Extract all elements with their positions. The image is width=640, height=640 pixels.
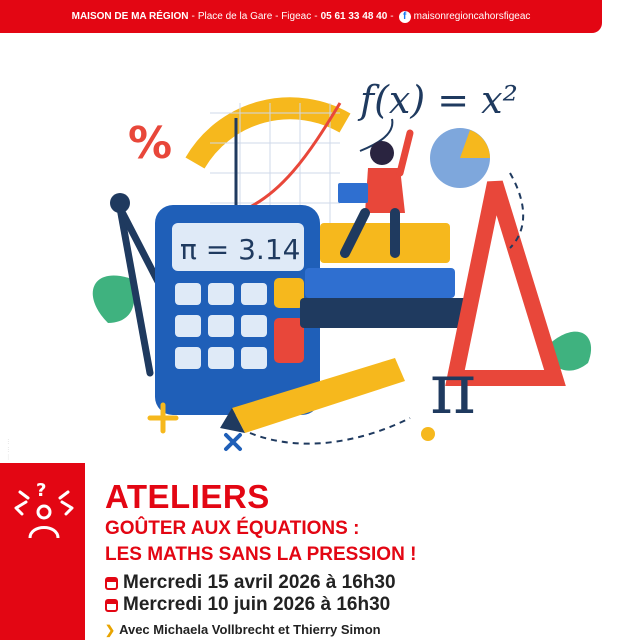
header-address: Place de la Gare - Figeac [197, 11, 312, 22]
event-subtitle-line1: GOÛTER AUX ÉQUATIONS : [105, 518, 360, 539]
svg-text:?: ? [36, 480, 47, 501]
book-top [320, 223, 450, 263]
event-text [105, 480, 416, 637]
event-category: ATELIERS [105, 478, 270, 515]
calculator-keys [175, 283, 267, 369]
credits-text: ··· ··· ··· [6, 438, 12, 460]
pi-symbol: π [430, 348, 477, 430]
person-head [370, 141, 394, 165]
math-illustration [0, 33, 640, 463]
dot-decoration [421, 427, 435, 441]
header-separator: - [314, 11, 318, 22]
facebook-icon[interactable]: f [399, 11, 411, 23]
header-separator: - [390, 11, 394, 22]
calc-plus-key [274, 278, 304, 308]
event-presenters [105, 622, 416, 637]
event-date-1-text: Mercredi 15 avril 2026 à 16h30 [123, 572, 396, 593]
person-question-icon [10, 478, 78, 544]
formula-text: f(x) = x² [360, 78, 518, 122]
calculator-display: π = 3.14 [180, 233, 301, 266]
calc-equals-key [274, 318, 304, 363]
header-separator: - [191, 11, 195, 22]
book-middle [305, 268, 455, 298]
header-phone[interactable]: 05 61 33 48 40 [320, 11, 388, 22]
calendar-icon [105, 599, 118, 612]
facebook-handle[interactable]: maisonregioncahorsfigeac [413, 11, 531, 22]
x-decoration [226, 435, 240, 449]
event-date-1 [105, 572, 416, 594]
event-subtitle-line2: LES MATHS SANS LA PRESSION ! [105, 544, 417, 565]
book-bottom [300, 298, 470, 328]
person-arm [400, 133, 410, 173]
event-date-2-text: Mercredi 10 juin 2026 à 16h30 [123, 594, 391, 615]
leaf-left [93, 275, 135, 323]
laptop [338, 183, 368, 203]
header-bar [0, 0, 602, 33]
chevron-right-icon: ❯ [105, 622, 116, 637]
event-date-2 [105, 594, 416, 616]
calendar-icon [105, 577, 118, 590]
percent-symbol: % [128, 118, 173, 169]
header-org: MAISON DE MA RÉGION [71, 11, 189, 22]
event-presenters-text: Avec Michaela Vollbrecht et Thierry Simon [119, 622, 381, 637]
